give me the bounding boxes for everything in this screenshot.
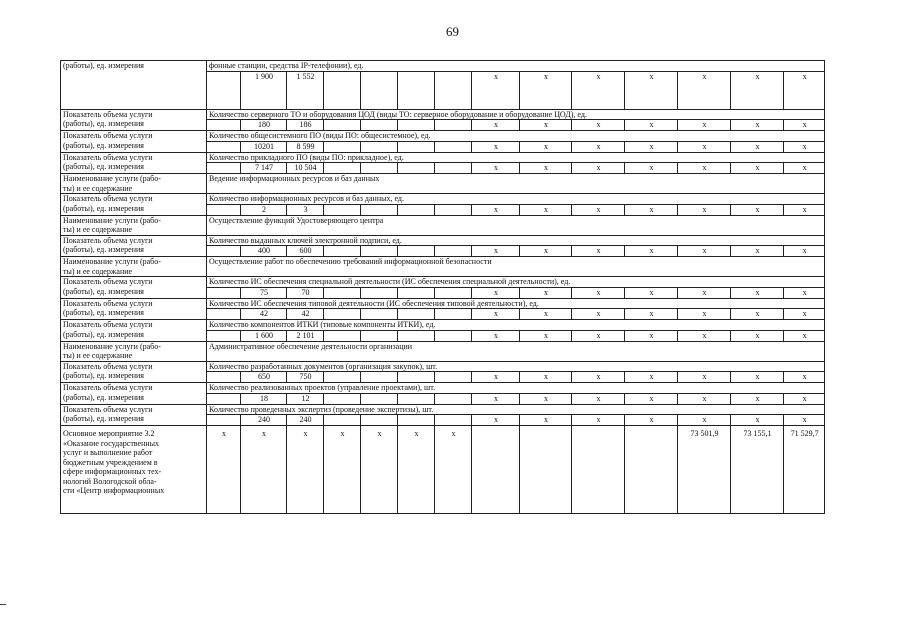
x-mark-cell: x [572,246,625,257]
subheader-text: Количество ИС обеспечения типовой деятельности (ИС обеспечения типовой деятельности), ед. [207,298,825,309]
empty-cell [324,372,361,383]
row-label-line: услуг и выполнение работ [63,448,153,457]
empty-cell [207,204,241,215]
x-mark-cell: x [784,246,825,257]
row-label [61,341,207,361]
empty-cell [324,330,361,341]
empty-cell [435,71,472,109]
x-mark-cell: x [520,120,572,131]
subheader-text: Количество серверного ТО и оборудования ЦОД (виды ТО: серверное оборудование и оборудование ЦОД), ед. [207,109,825,120]
x-mark-cell: x [572,163,625,174]
row-label-line: (работы), ед. измерения [63,371,144,380]
value-cell: 10 504 [287,163,324,174]
x-mark-cell: x [625,415,678,426]
table-row [61,426,825,514]
x-mark-cell: x [784,120,825,131]
x-mark-cell: x [472,163,520,174]
row-label [61,257,207,277]
empty-cell [435,309,472,320]
row-label-line: (работы), ед. измерения [63,119,144,128]
x-mark-cell: x [472,71,520,109]
value-cell: 180 [241,120,287,131]
value-cell: 1 552 [287,71,324,109]
empty-cell [435,120,472,131]
row-label-line: ты) и ее содержание [63,183,133,193]
empty-cell [207,71,241,109]
empty-cell [435,330,472,341]
value-cell: 240 [287,415,324,426]
program-table [60,60,825,514]
x-mark-cell: x [520,204,572,215]
table-row [61,404,825,415]
x-mark-cell: x [625,393,678,404]
subheader-text: Количество ИС обеспечения специальной деятельности (ИС обеспечения специальной деятельности), ед. [207,277,825,288]
empty-cell [207,141,241,152]
value-cell: 18 [241,393,287,404]
x-mark-cell: x [520,372,572,383]
empty-cell [435,415,472,426]
subheader-text: Количество компонентов ИТКИ (типовые компоненты ИТКИ), ед. [207,320,825,331]
empty-cell [207,372,241,383]
subheader-text: Количество разработанных документов (организация закупок), шт. [207,361,825,372]
value-cell: 240 [241,415,287,426]
x-mark-cell: x [625,71,678,109]
x-mark-cell: x [572,204,625,215]
empty-cell [398,120,435,131]
table-row [61,61,825,72]
x-mark-cell: x [520,287,572,298]
empty-cell [361,309,398,320]
subheader-text: Осуществление работ по обеспечению требований информационной безопасности [207,257,825,277]
value-cell: 75 [241,287,287,298]
x-mark-cell: x [324,426,361,514]
x-mark-cell: x [625,309,678,320]
x-mark-cell: x [361,426,398,514]
empty-cell [398,309,435,320]
subheader-text: Количество проведенных экспертиз (проведение экспертизы), шт. [207,404,825,415]
x-mark-cell: x [784,393,825,404]
value-cell: 2 101 [287,330,324,341]
x-mark-cell: x [520,415,572,426]
empty-cell [207,287,241,298]
x-mark-cell: x [398,426,435,514]
row-label-line: Показатель объема услуги [63,235,153,245]
row-label [61,426,207,514]
x-mark-cell: x [472,246,520,257]
x-mark-cell: x [287,426,324,514]
x-mark-cell: x [678,393,731,404]
value-cell: 2 [241,204,287,215]
empty-cell [324,71,361,109]
x-mark-cell: x [472,141,520,152]
x-mark-cell: x [625,141,678,152]
x-mark-cell: x [472,415,520,426]
row-label-line: Показатель объема услуги [63,109,153,119]
x-mark-cell: x [731,163,784,174]
x-mark-cell: x [678,163,731,174]
row-label-line: Показатель объема услуги [63,194,153,203]
x-mark-cell: x [572,415,625,426]
empty-cell [435,246,472,257]
row-label-line: Наименование услуги (рабо- [63,257,161,266]
row-label-line: Показатель объема услуги [63,277,153,286]
x-mark-cell: x [625,246,678,257]
x-mark-cell: x [472,120,520,131]
x-mark-cell: x [784,71,825,109]
row-label [61,235,207,257]
row-label-line: Наименование услуги (рабо- [63,341,161,351]
x-mark-cell: x [572,141,625,152]
empty-cell [361,372,398,383]
value-cell: 42 [287,309,324,320]
row-label [61,320,207,342]
row-label-line: сфере информационных тех- [63,467,162,476]
row-label [61,215,207,235]
empty-cell [207,309,241,320]
row-label-line: Наименование услуги (рабо- [63,174,161,183]
empty-cell [625,426,678,514]
row-label-line: (работы), ед. измерения [63,140,144,150]
total-value: 73 501,9 [678,426,731,514]
x-mark-cell: x [678,120,731,131]
x-mark-cell: x [625,330,678,341]
value-cell: 650 [241,372,287,383]
x-mark-cell: x [572,120,625,131]
empty-cell [324,120,361,131]
x-mark-cell: x [572,393,625,404]
x-mark-cell: x [784,415,825,426]
row-label-line: (работы), ед. измерения [63,392,144,402]
value-cell: 12 [287,393,324,404]
row-label-line: (работы), ед. измерения [63,61,144,70]
subheader-text: Осуществление функций Удостоверяющего центра [207,215,825,235]
row-label-line: Основное мероприятие 3.2 [63,429,155,438]
empty-cell [324,393,361,404]
empty-cell [324,204,361,215]
x-mark-cell: x [207,426,241,514]
x-mark-cell: x [572,309,625,320]
empty-cell [361,120,398,131]
empty-cell [398,163,435,174]
empty-cell [207,393,241,404]
x-mark-cell: x [472,372,520,383]
table-row [61,298,825,309]
empty-cell [324,415,361,426]
value-cell: 8 599 [287,141,324,152]
empty-cell [361,141,398,152]
x-mark-cell: x [435,426,472,514]
x-mark-cell: x [625,120,678,131]
value-cell: 400 [241,246,287,257]
empty-cell [435,372,472,383]
value-cell: 1 900 [241,71,287,109]
x-mark-cell: x [784,141,825,152]
empty-cell [324,309,361,320]
subheader-text: Количество информационных ресурсов и баз данных, ед. [207,194,825,205]
empty-cell [207,415,241,426]
x-mark-cell: x [572,71,625,109]
empty-cell [207,120,241,131]
table-row [61,341,825,361]
row-label-line: Показатель объема услуги [63,131,153,140]
empty-cell [398,287,435,298]
row-label-line: нологий Вологодской обла- [63,476,157,486]
table-row [61,215,825,235]
row-label [61,361,207,383]
empty-cell [398,71,435,109]
table-row [61,235,825,246]
row-label-line: ты) и ее содержание [63,351,133,360]
x-mark-cell: x [731,141,784,152]
value-cell: 70 [287,287,324,298]
empty-cell [398,372,435,383]
row-label-line: Показатель объема услуги [63,152,153,162]
row-label-line: Наименование услуги (рабо- [63,215,161,225]
empty-cell [361,163,398,174]
x-mark-cell: x [731,330,784,341]
x-mark-cell: x [731,415,784,426]
empty-cell [435,163,472,174]
x-mark-cell: x [784,204,825,215]
empty-cell [435,204,472,215]
row-label [61,404,207,426]
row-label-line: (работы), ед. измерения [63,286,144,296]
row-label-line: (работы), ед. измерения [63,203,144,213]
x-mark-cell: x [784,287,825,298]
empty-cell [361,71,398,109]
x-mark-cell: x [678,141,731,152]
table-row [61,277,825,288]
value-cell: 42 [241,309,287,320]
value-cell: 1 600 [241,330,287,341]
value-cell: 3 [287,204,324,215]
subheader-text: Количество прикладного ПО (виды ПО: прикладное), ед. [207,152,825,163]
x-mark-cell: x [520,71,572,109]
total-value: 71 529,7 [784,426,825,514]
empty-cell [398,330,435,341]
row-label [61,298,207,320]
x-mark-cell: x [472,330,520,341]
table-row [61,383,825,394]
x-mark-cell: x [625,287,678,298]
row-label-line: (работы), ед. измерения [63,245,144,254]
x-mark-cell: x [572,330,625,341]
empty-cell [398,246,435,257]
x-mark-cell: x [784,330,825,341]
row-label-line: сти «Центр информационных [63,486,165,495]
x-mark-cell: x [678,71,731,109]
empty-cell [398,204,435,215]
table-row [61,109,825,120]
empty-cell [435,393,472,404]
empty-cell [398,141,435,152]
x-mark-cell: x [731,71,784,109]
subheader-text: Количество общесистемного ПО (виды ПО: общесистемное), ед. [207,131,825,142]
empty-cell [398,415,435,426]
value-cell: 750 [287,372,324,383]
table-row [61,257,825,277]
x-mark-cell: x [520,309,572,320]
empty-cell [207,163,241,174]
subheader-text: Количество выданных ключей электронной подписи, ед. [207,235,825,246]
x-mark-cell: x [678,372,731,383]
table-row [61,131,825,142]
row-label-line: (работы), ед. измерения [63,308,144,317]
row-label-line: «Оказание государственных [63,438,160,448]
subheader-text: фонные станции, средства IP-телефонии), ед. [207,61,825,72]
x-mark-cell: x [472,204,520,215]
x-mark-cell: x [572,287,625,298]
row-label [61,383,207,405]
row-label-line: ты) и ее содержание [63,266,133,276]
row-label-line: Показатель объема услуги [63,298,153,308]
x-mark-cell: x [731,120,784,131]
x-mark-cell: x [625,204,678,215]
row-label-line: (работы), ед. измерения [63,162,144,171]
empty-cell [361,287,398,298]
value-cell: 186 [287,120,324,131]
x-mark-cell: x [625,163,678,174]
x-mark-cell: x [784,163,825,174]
empty-cell [361,415,398,426]
empty-cell [472,426,520,514]
x-mark-cell: x [241,426,287,514]
table-row [61,152,825,163]
row-label [61,131,207,153]
empty-cell [435,287,472,298]
page-number: 69 [446,24,459,39]
row-label [61,109,207,131]
empty-cell [361,393,398,404]
x-mark-cell: x [678,415,731,426]
x-mark-cell: x [678,246,731,257]
value-cell: 10201 [241,141,287,152]
subheader-text: Количество реализованных проектов (управление проектами), шт. [207,383,825,394]
empty-cell [324,246,361,257]
x-mark-cell: x [678,330,731,341]
table-row [61,174,825,194]
x-mark-cell: x [472,287,520,298]
x-mark-cell: x [731,287,784,298]
empty-cell [324,141,361,152]
x-mark-cell: x [678,309,731,320]
x-mark-cell: x [731,309,784,320]
x-mark-cell: x [731,393,784,404]
empty-cell [435,141,472,152]
x-mark-cell: x [572,372,625,383]
subheader-text: Ведение информационных ресурсов и баз данных [207,174,825,194]
subheader-text: Административное обеспечение деятельности организации [207,341,825,361]
x-mark-cell: x [625,372,678,383]
empty-cell [361,204,398,215]
x-mark-cell: x [678,204,731,215]
x-mark-cell: x [520,393,572,404]
x-mark-cell: x [784,372,825,383]
empty-cell [207,246,241,257]
empty-cell [398,393,435,404]
row-label-line: (работы), ед. измерения [63,414,144,423]
empty-cell [324,287,361,298]
row-label [61,174,207,194]
row-label-line: Показатель объема услуги [63,383,153,392]
total-value: 73 155,1 [731,426,784,514]
row-label [61,277,207,299]
x-mark-cell: x [520,141,572,152]
row-label [61,61,207,110]
x-mark-cell: x [520,163,572,174]
row-label-line: ты) и ее содержание [63,225,133,234]
x-mark-cell: x [731,204,784,215]
x-mark-cell: x [472,309,520,320]
x-mark-cell: x [520,330,572,341]
row-label [61,152,207,174]
empty-cell [520,426,572,514]
row-label [61,194,207,216]
row-label-line: бюджетным учреждением в [63,457,158,467]
empty-cell [361,330,398,341]
x-mark-cell: x [678,287,731,298]
x-mark-cell: x [731,372,784,383]
empty-cell [361,246,398,257]
row-label-line: Показатель объема услуги [63,404,153,414]
x-mark-cell: x [784,309,825,320]
empty-cell [572,426,625,514]
empty-cell [207,330,241,341]
x-mark-cell: x [472,393,520,404]
table-row [61,361,825,372]
x-mark-cell: x [731,246,784,257]
margin-tick [0,604,6,605]
x-mark-cell: x [520,246,572,257]
value-cell: 7 147 [241,163,287,174]
row-label-line: Показатель объема услуги [63,361,153,371]
table-row [61,320,825,331]
value-cell: 600 [287,246,324,257]
row-label-line: Показатель объема услуги [63,320,153,329]
table-row [61,194,825,205]
row-label-line: (работы), ед. измерения [63,329,144,339]
empty-cell [324,163,361,174]
